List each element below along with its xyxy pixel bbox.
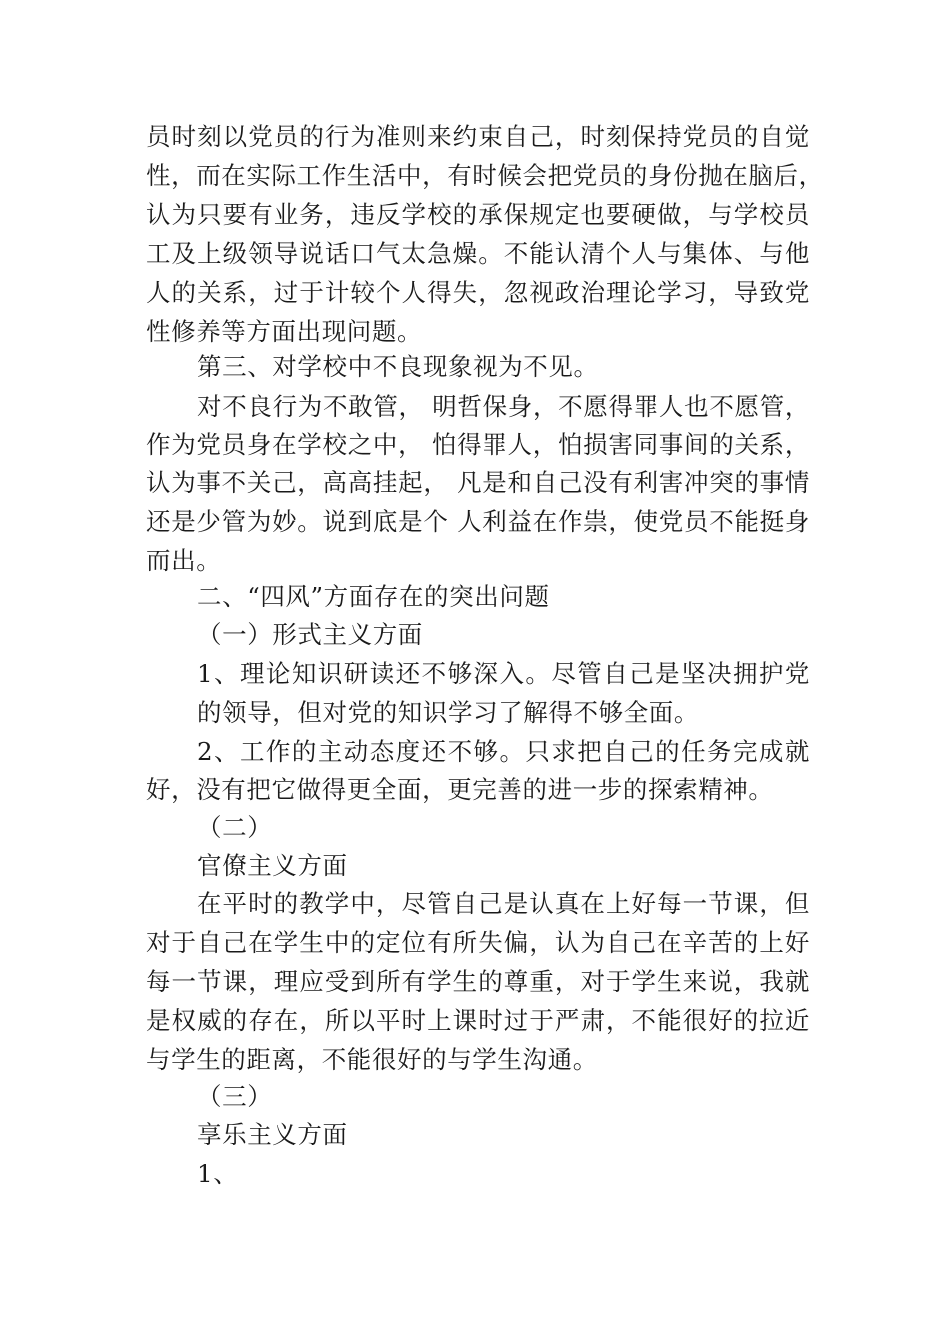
subsection-heading: 官僚主义方面 [197, 851, 348, 880]
text-line: 与学生的距离，不能很好的与学生沟通。 [146, 1045, 598, 1074]
text-line: 认为事不关己，高高挂起， 凡是和自己没有利害冲突的事情 [146, 468, 810, 497]
text-line: 2、工作的主动态度还不够。只求把自己的任务完成就 [197, 737, 810, 766]
text-line: 性修养等方面出现问题。 [146, 317, 423, 346]
section-heading: 第三、对学校中不良现象视为不见。 [197, 352, 599, 381]
text-line: 还是少管为妙。说到底是个 人利益在作祟，使党员不能挺身 [146, 507, 810, 536]
text-line: 对不良行为不敢管， 明哲保身，不愿得罪人也不愿管， [197, 392, 810, 421]
subsection-heading: 享乐主义方面 [197, 1120, 348, 1149]
subsection-heading: （二） [197, 813, 273, 842]
text-line: 对于自己在学生中的定位有所失偏，认为自己在辛苦的上好 [146, 928, 810, 957]
text-line: 而出。 [146, 546, 222, 575]
text-line: 在平时的教学中，尽管自己是认真在上好每一节课，但 [197, 889, 810, 918]
text-line: 工及上级领导说话口气太急燥。不能认清个人与集体、与他 [146, 239, 810, 268]
text-line: 人的关系，过于计较个人得失，忽视政治理论学习，导致党 [146, 278, 810, 307]
text-line: 1、 [197, 1159, 239, 1188]
text-line: 认为只要有业务，违反学校的承保规定也要硬做，与学校员 [146, 200, 810, 229]
text-line: 好，没有把它做得更全面，更完善的进一步的探索精神。 [146, 775, 774, 804]
text-line: 1、理论知识研读还不够深入。尽管自己是坚决拥护党 [197, 659, 810, 688]
text-line: 性，而在实际工作生活中，有时候会把党员的身份抛在脑后， [146, 161, 824, 190]
text-line: 是权威的存在，所以平时上课时过于严肃，不能很好的拉近 [146, 1006, 810, 1035]
subsection-heading: （三） [197, 1082, 273, 1111]
section-heading: 二、“四风”方面存在的突出问题 [197, 582, 550, 611]
subsection-heading: （一）形式主义方面 [197, 620, 423, 649]
text-line: 每一节课，理应受到所有学生的尊重，对于学生来说，我就 [146, 967, 810, 996]
text-line: 作为党员身在学校之中， 怕得罪人，怕损害同事间的关系， [146, 430, 810, 459]
text-line: 的领导，但对党的知识学习了解得不够全面。 [197, 698, 699, 727]
text-line: 员时刻以党员的行为准则来约束自己，时刻保持党员的自觉 [146, 122, 810, 151]
